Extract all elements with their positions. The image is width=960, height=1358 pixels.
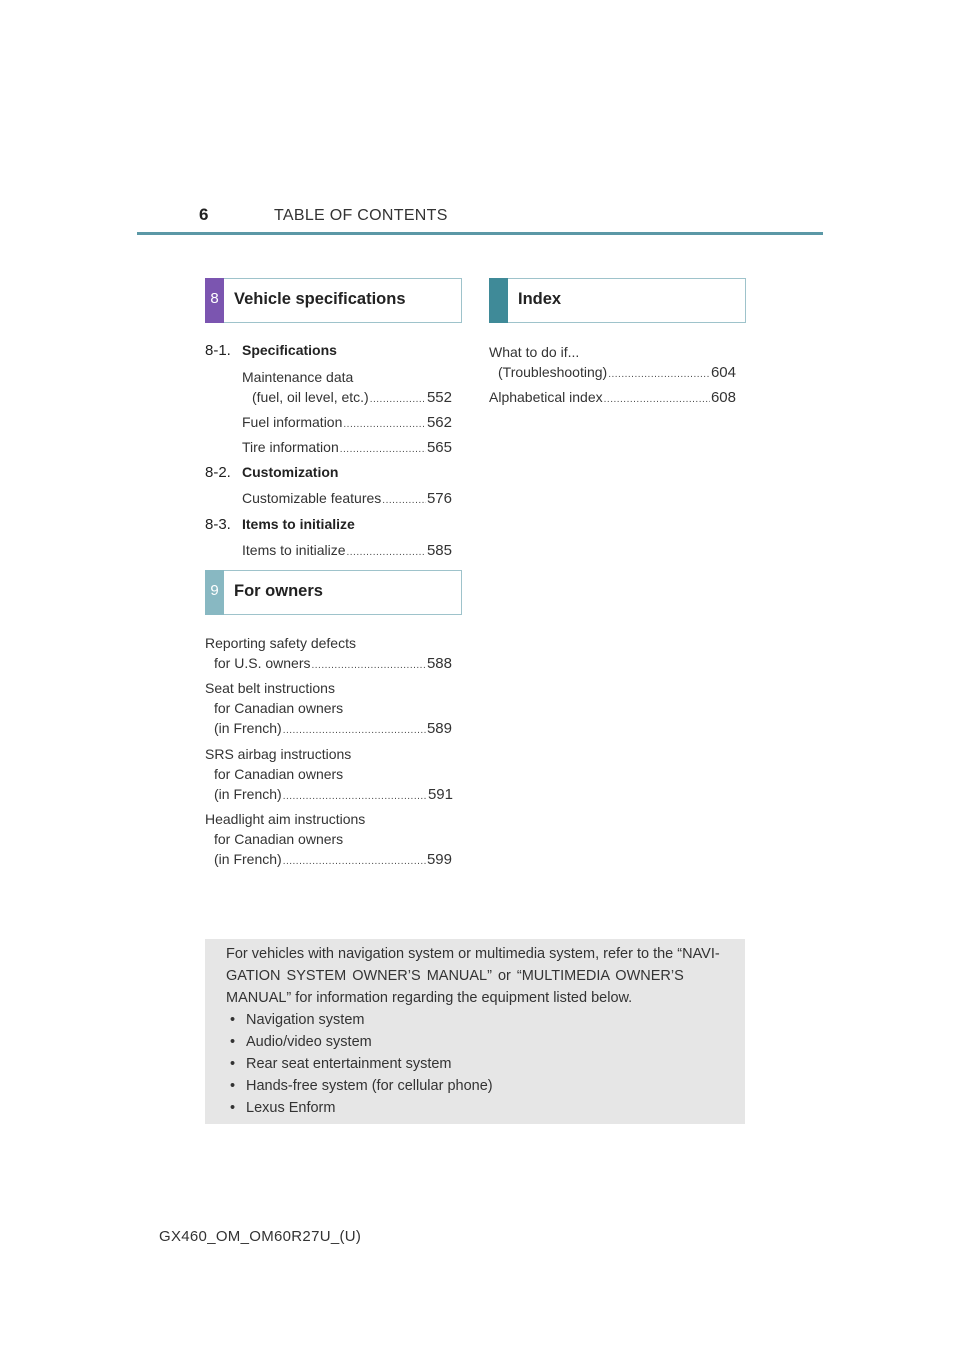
document-code-footer: GX460_OM_OM60R27U_(U) xyxy=(159,1228,362,1245)
toc-line xyxy=(205,764,453,784)
toc-text: Reporting safety defects xyxy=(205,635,356,651)
toc-line xyxy=(242,437,452,460)
note-line: GATION SYSTEM OWNER’S MANUAL” or “MULTIMEDIA OWNER’S xyxy=(226,968,684,984)
toc-leader xyxy=(343,412,426,435)
index-title: Index xyxy=(518,290,562,308)
toc-page: 588 xyxy=(426,655,452,672)
subhead-number: 8-3. xyxy=(205,516,231,533)
toc-line xyxy=(242,488,452,511)
toc-leader xyxy=(283,784,427,807)
toc-line xyxy=(242,412,452,435)
subhead-title: Items to initialize xyxy=(242,516,355,532)
toc-line xyxy=(489,362,736,385)
toc-leader xyxy=(283,849,426,872)
toc-entry-customizable[interactable] xyxy=(242,488,452,511)
toc-page: 585 xyxy=(426,542,452,559)
note-line: For vehicles with navigation system or multimedia system, refer to the “NAVI- xyxy=(226,946,720,962)
toc-text: Alphabetical index xyxy=(489,389,603,405)
toc-line xyxy=(205,633,452,653)
note-bullet xyxy=(226,1031,735,1053)
toc-text: for Canadian owners xyxy=(214,700,344,716)
toc-text: Seat belt instructions xyxy=(205,680,335,696)
toc-text: What to do if... xyxy=(489,344,580,360)
toc-text: (in French) xyxy=(214,720,282,736)
toc-text: Tire information xyxy=(242,439,339,455)
toc-page: 562 xyxy=(426,414,452,431)
toc-text: SRS airbag instructions xyxy=(205,746,352,762)
bullet-dot-icon: • xyxy=(230,1100,236,1116)
toc-text: for Canadian owners xyxy=(214,831,344,847)
toc-leader xyxy=(604,387,710,410)
section-9-title: For owners xyxy=(234,582,323,600)
toc-line xyxy=(489,387,736,410)
toc-subhead-8-3 xyxy=(205,516,355,533)
toc-line xyxy=(489,342,736,362)
index-tab xyxy=(489,278,508,323)
toc-text: Customizable features xyxy=(242,490,382,506)
toc-text: for Canadian owners xyxy=(214,766,344,782)
toc-text: (in French) xyxy=(214,786,282,802)
bullet-text: Hands-free system (for cellular phone) xyxy=(246,1078,493,1094)
toc-subhead-8-2 xyxy=(205,464,338,481)
toc-leader xyxy=(370,387,426,410)
page-title: TABLE OF CONTENTS xyxy=(274,207,448,224)
toc-page: 608 xyxy=(710,389,736,406)
index-header xyxy=(489,278,746,323)
toc-leader xyxy=(382,488,426,511)
toc-subhead-8-1 xyxy=(205,342,337,359)
toc-line xyxy=(205,849,452,872)
section-8-header xyxy=(205,278,462,323)
toc-text: Fuel information xyxy=(242,414,343,430)
subhead-title: Specifications xyxy=(242,342,337,358)
toc-page: 552 xyxy=(426,389,452,406)
section-8-title: Vehicle specifications xyxy=(234,290,406,308)
toc-entry-reporting-defects[interactable] xyxy=(205,633,452,676)
note-line: MANUAL” for information regarding the equipment listed below. xyxy=(226,990,633,1006)
section-9-tab: 9 xyxy=(205,570,224,615)
subhead-number: 8-1. xyxy=(205,342,231,359)
toc-line xyxy=(242,540,452,563)
toc-text: Headlight aim instructions xyxy=(205,811,366,827)
toc-text: for U.S. owners xyxy=(214,655,311,671)
toc-leader xyxy=(283,718,426,741)
toc-line xyxy=(205,698,452,718)
toc-entry-alphabetical-index[interactable] xyxy=(489,387,736,410)
note-bullet xyxy=(226,1097,735,1119)
toc-entry-fuel[interactable] xyxy=(242,412,452,435)
toc-entry-srs-airbag[interactable] xyxy=(205,744,453,807)
navigation-note-box xyxy=(205,939,745,1124)
page-number: 6 xyxy=(199,205,209,224)
bullet-text: Rear seat entertainment system xyxy=(246,1056,452,1072)
toc-entry-maintenance[interactable] xyxy=(242,367,452,410)
note-bullet xyxy=(226,1053,735,1075)
header-rule xyxy=(137,232,823,235)
toc-line xyxy=(242,387,452,410)
toc-leader xyxy=(311,653,425,676)
toc-page: 565 xyxy=(426,439,452,456)
toc-line xyxy=(205,678,452,698)
toc-text: (Troubleshooting) xyxy=(498,364,608,380)
section-9-header xyxy=(205,570,462,615)
toc-leader xyxy=(340,437,426,460)
toc-line xyxy=(205,718,452,741)
toc-page: 604 xyxy=(710,364,736,381)
toc-page: 591 xyxy=(427,786,453,803)
toc-line xyxy=(205,784,453,807)
toc-line xyxy=(242,367,452,387)
toc-leader xyxy=(608,362,710,385)
toc-entry-seat-belt[interactable] xyxy=(205,678,452,741)
toc-text: (in French) xyxy=(214,851,282,867)
toc-entry-initialize[interactable] xyxy=(242,540,452,563)
toc-text: Items to initialize xyxy=(242,542,346,558)
toc-line xyxy=(205,809,452,829)
toc-page: 599 xyxy=(426,851,452,868)
section-8-tab: 8 xyxy=(205,278,224,323)
bullet-text: Navigation system xyxy=(246,1012,365,1028)
toc-entry-headlight-aim[interactable] xyxy=(205,809,452,872)
toc-leader xyxy=(346,540,425,563)
bullet-text: Audio/video system xyxy=(246,1034,372,1050)
subhead-title: Customization xyxy=(242,464,339,480)
toc-page: 576 xyxy=(426,490,452,507)
toc-line xyxy=(205,653,452,676)
subhead-number: 8-2. xyxy=(205,464,231,481)
toc-text: (fuel, oil level, etc.) xyxy=(252,389,369,405)
bullet-text: Lexus Enform xyxy=(246,1100,336,1116)
bullet-dot-icon: • xyxy=(230,1012,236,1028)
note-bullet xyxy=(226,1075,735,1097)
toc-entry-tire[interactable] xyxy=(242,437,452,460)
toc-line xyxy=(205,744,453,764)
toc-text: Maintenance data xyxy=(242,369,354,385)
toc-line xyxy=(205,829,452,849)
toc-entry-troubleshooting[interactable] xyxy=(489,342,736,385)
bullet-dot-icon: • xyxy=(230,1078,236,1094)
note-bullet xyxy=(226,1009,735,1031)
toc-page: 589 xyxy=(426,720,452,737)
bullet-dot-icon: • xyxy=(230,1056,236,1072)
bullet-dot-icon: • xyxy=(230,1034,236,1050)
